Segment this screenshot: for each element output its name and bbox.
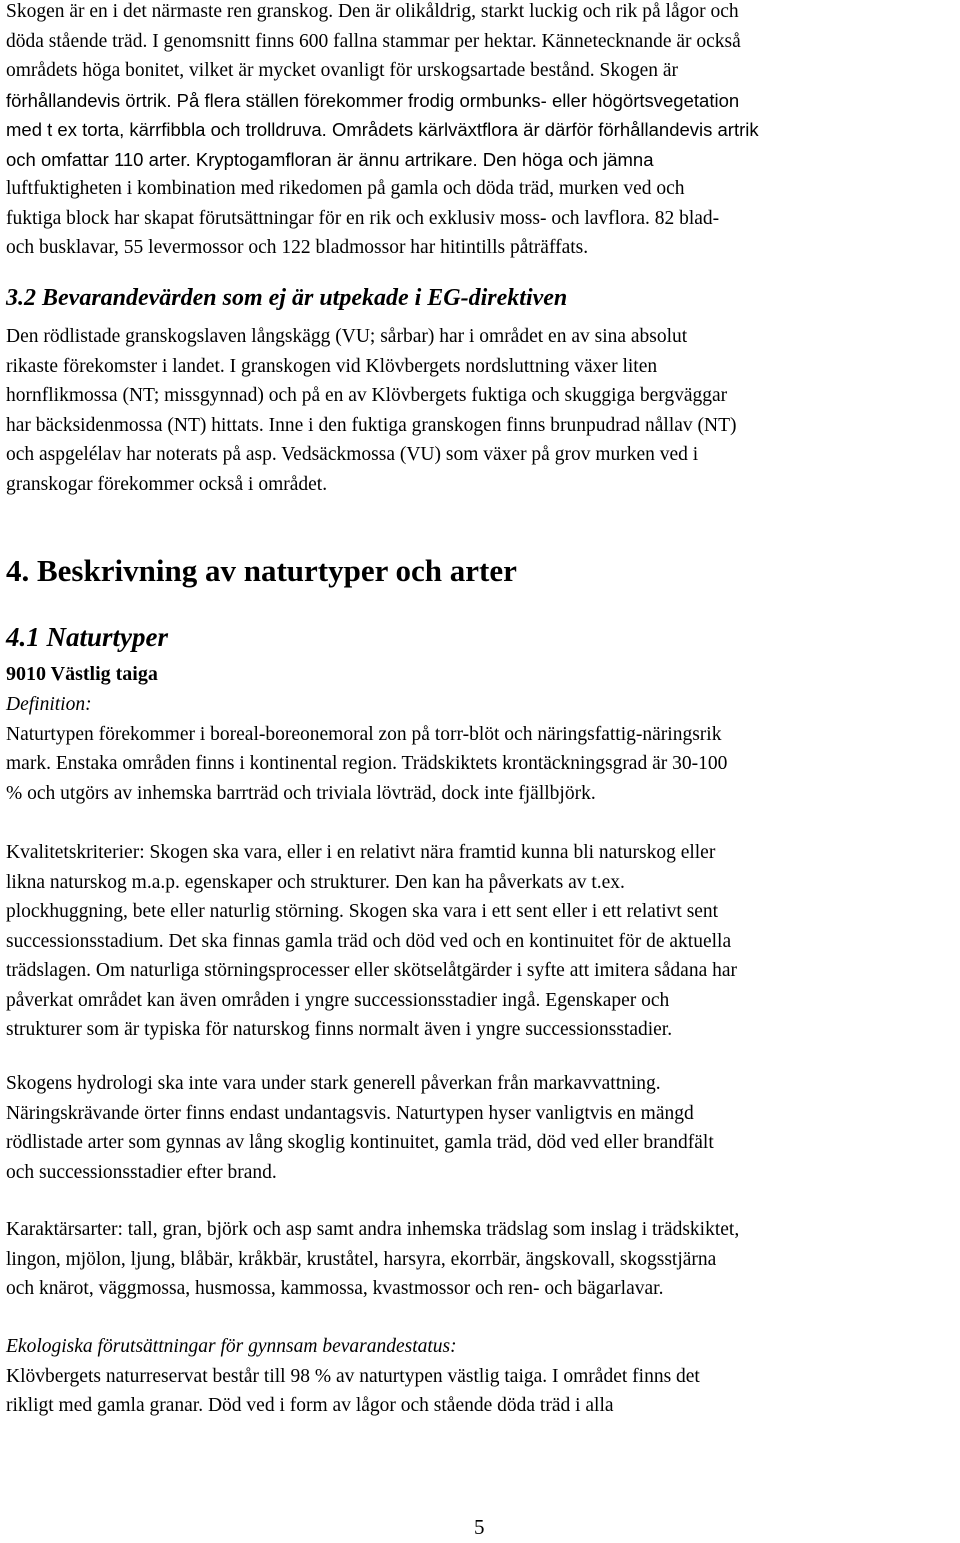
- intro-paragraph: [6, 0, 759, 263]
- habitat-code-title: 9010 Västlig taiga: [6, 663, 158, 685]
- paragraph-line: och aspgelélav har noterats på asp. Vedsäckmossa (VU) som växer på grov murken ved i: [6, 444, 699, 465]
- intro-line: fuktiga block har skapat förutsättningar för en rik och exklusiv moss- och lavflora. 82 blad-: [6, 207, 720, 229]
- paragraph-line: strukturer som är typiska för naturskog finns normalt även i yngre successionsstadier.: [6, 1019, 673, 1040]
- section-3-2-heading: [6, 285, 567, 312]
- intro-line: förhållandevis örtrik. På flera ställen förekommer frodig ormbunks- eller högörtsvegetation: [6, 89, 740, 111]
- intro-line: områdets höga bonitet, vilket är mycket ovanligt för urskogsartade bestånd. Skogen är: [6, 60, 679, 81]
- ecological-conditions-block: [6, 1332, 700, 1421]
- paragraph-line: Näringskrävande örter finns endast undantagsvis. Naturtypen hyser vanligtvis en mängd: [6, 1102, 694, 1124]
- paragraph-line: Kvalitetskriterier: Skogen ska vara, eller i en relativt nära framtid kunna bli naturskog eller: [6, 842, 716, 863]
- paragraph-line: likna naturskog m.a.p. egenskaper och strukturer. Den kan ha påverkats av t.ex.: [6, 871, 625, 893]
- definition-label: Definition:: [6, 694, 92, 715]
- ecological-label: Ekologiska förutsättningar för gynnsam bevarandestatus:: [6, 1336, 457, 1357]
- section-3-2-paragraph: [6, 322, 737, 499]
- definition-line: % och utgörs av inhemska barrträd och triviala lövträd, dock inte fjällbjörk.: [6, 782, 596, 804]
- intro-line: och omfattar 110 arter. Kryptogamfloran är ännu artrikare. Den höga och jämna: [6, 148, 654, 170]
- paragraph-line: Karaktärsarter: tall, gran, björk och asp samt andra inhemska trädslag som inslag i trädskiktet,: [6, 1219, 740, 1240]
- paragraph-line: plockhuggning, bete eller naturlig störning. Skogen ska vara i ett sent eller i ett relativt sent: [6, 901, 719, 922]
- intro-line: Skogen är en i det närmaste ren granskog. Den är olikåldrig, starkt luckig och rik på lågor och: [6, 1, 739, 22]
- subsection-heading: 4.1 Naturtyper: [6, 622, 168, 652]
- paragraph-line: granskogar förekommer också i området.: [6, 473, 328, 495]
- page-number: 5: [474, 1515, 485, 1539]
- section-4-heading: [6, 553, 517, 589]
- paragraph-line: och successionsstadier efter brand.: [6, 1161, 277, 1183]
- intro-line: med t ex torta, kärrfibbla och trolldruva. Områdets kärlväxtflora är därför förhållandevis artrik: [6, 119, 759, 140]
- quality-criteria-paragraph: [6, 838, 737, 1045]
- paragraph-line: rikligt med gamla granar. Död ved i form av lågor och stående döda träd i alla: [6, 1395, 614, 1416]
- definition-line: mark. Enstaka områden finns i kontinental region. Trädskiktets krontäckningsgrad är 30-100: [6, 753, 728, 774]
- paragraph-line: rikaste förekomster i landet. I granskogen vid Klövbergets nordsluttning växer liten: [6, 355, 658, 377]
- chapter-heading: 4. Beskrivning av naturtyper och arter: [6, 553, 517, 588]
- hydrology-paragraph: [6, 1069, 714, 1187]
- intro-line: luftfuktigheten i kombination med rikedomen på gamla och döda träd, murken ved och: [6, 178, 685, 199]
- paragraph-line: har bäcksidenmossa (NT) hittats. Inne i den fuktiga granskogen finns brunpudrad nållav (NT): [6, 414, 737, 436]
- paragraph-line: successionsstadium. Det ska finnas gamla träd och död ved och en kontinuitet för de aktuella: [6, 930, 732, 952]
- definition-line: Naturtypen förekommer i boreal-boreonemoral zon på torr-blöt och näringsfattig-näringsrik: [6, 723, 722, 745]
- paragraph-line: hornflikmossa (NT; missgynnad) och på en av Klövbergets fuktiga och skuggiga bergväggar: [6, 385, 728, 406]
- paragraph-line: påverkat området kan även områden i yngre successionsstadier ingå. Egenskaper och: [6, 989, 670, 1011]
- paragraph-line: och knärot, väggmossa, husmossa, kammossa, kvastmossor och ren- och bägarlavar.: [6, 1278, 664, 1299]
- habitat-title: [6, 663, 158, 686]
- paragraph-line: rödlistade arter som gynnas av lång skoglig kontinuitet, gamla träd, död ved eller brandfält: [6, 1132, 714, 1153]
- definition-block: [6, 690, 727, 808]
- paragraph-line: lingon, mjölon, ljung, blåbär, kråkbär, kruståtel, harsyra, ekorrbär, ängskovall, skogsstjärna: [6, 1248, 717, 1270]
- section-4-1-heading: [6, 622, 168, 653]
- intro-line: döda stående träd. I genomsnitt finns 600 fallna stammar per hektar. Kännetecknande är också: [6, 30, 741, 52]
- paragraph-line: trädslagen. Om naturliga störningsprocesser eller skötselåtgärder i syfte att imitera sådana har: [6, 960, 737, 981]
- section-heading: 3.2 Bevarandevärden som ej är utpekade i EG-direktiven: [6, 285, 568, 311]
- paragraph-line: Skogens hydrologi ska inte vara under stark generell påverkan från markavvattning.: [6, 1073, 661, 1094]
- paragraph-line: Klövbergets naturreservat består till 98 % av naturtypen västlig taiga. I området finns det: [6, 1365, 700, 1387]
- characteristic-species-paragraph: [6, 1215, 739, 1304]
- intro-line: och busklavar, 55 levermossor och 122 bladmossor har hitintills påträffats.: [6, 237, 589, 258]
- paragraph-line: Den rödlistade granskogslaven långskägg (VU; sårbar) har i området en av sina absolut: [6, 326, 688, 347]
